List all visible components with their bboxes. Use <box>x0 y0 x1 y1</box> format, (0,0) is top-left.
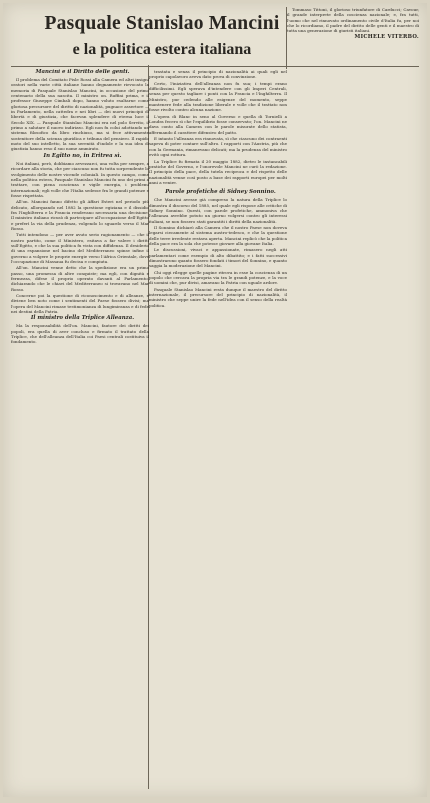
paragraph: Concerne poi la questione di riconoscimento e di alleanze, e diviene ben noto come i sentimenti del Paese fossero divisi; ma l'opera del Mancini rimase testimonianza di lungimiranza e di fede nei destini della Patria. <box>11 293 149 315</box>
paragraph: Certo, l'iniziativa dell'alleanza non fu sua; i tempi erano difficilissimi. Egli sperava d'intendere con gli Imperi Centrali, senza per questo tagliare i ponti con la Francia e l'Inghilterra. Il Ministro, pur cedendo alle esigenze del momento, seppe mantenere fede alla tradizione liberale e volle che il trattato non fosse rivolto contro alcuna nazione. <box>149 80 287 113</box>
paragraph: Tommaso Tittoni, il glorioso triunfatore di Carducci; Cavour, il grande interprete della coscienza nazionale; e, fra tutti, l'uomo che nel rinnovato ordinamento civile d'Italia fu, per noi che lo ricordiamo, il padre del diritto delle genti e il maestro di tutta una generazione di giuristi italiani. <box>287 7 419 34</box>
text-column-1 <box>11 69 149 789</box>
paragraph: Ma la responsabilità dell'on. Mancini, fautore dei diritti dei popoli, era quella di aver concluso e firmato il trattato della Triplice, che dell'alleanza dell'Italia coi Paesi centrali costituiva il fondamento. <box>11 323 149 345</box>
paragraph: All'on. Mancini fanno difetto gli Affari Esteri nel periodo più delicato, allorquando nel 1882 la questione egiziana e il dissidio fra l'Inghilterra e la Francia rendevano necessaria una decisione. Il ministro italiano ricusò di partecipare all'occupazione dell'Egitto e preferì la via della prudenza, volgendo lo sguardo verso il Mar Rosso. <box>11 199 149 231</box>
article-title: Pasquale Stanislao Mancini <box>44 13 280 34</box>
paragraph: Noi italiani, però, dobbiamo avvezzarci, una volta per sempre, a ricordare alla storia, che per ciascuno non fu tutta sorprendente lo svolgimento delle nostre vicende coloniali. In questo campo, come nella politica estera, Pasquale Stanislao Mancini fu uno dei primi a trattare, con piena coscienza e vigile energia, i problemi internazionali; egli volle che l'Italia sedesse fra le grandi potenze e fosse rispettata. <box>11 160 149 198</box>
author-signature: MICHELE VITERBO. <box>354 33 419 40</box>
section-heading: Il ministro della Triplice Alleanza. <box>30 315 135 322</box>
article-subtitle: e la politica estera italiana <box>72 41 252 58</box>
paragraph: Il Sonnino dichiarò alla Camera che il nostro Paese non doveva legarsi ciecamente al sistema austro-tedesco, e che la questione delle terre irredente restava aperta. Mancini replicò che la politica della pace era la sola che potesse giovare alla giovane Italia. <box>149 224 287 246</box>
paragraph: Il problema del Comitato Pisle Rossi alla Camera ed altri insigni oratori nella varie città italiane hanno degnamente rievocato la memoria di Pasquale Stanislao Mancini, in occasione del primo centenario della sua nascita. Il ministro on. Ruffini prima, e il professor Giuseppe Cimbali dopo, hanno voluto esaltarne come gloriosa precursore del diritto di nazionalità, pugnace assertore — in Parlamento, nella cattedra e nei libri — dei nuovi principii di libertà e di giustizia, che facevan splendere di eterna luce il Secolo XIX. — Pasquale Stanislao Mancini era nel polo Servito, il primo a salutare il nuovo indirizzo. Egli non fu colui adottando un sistema filosofico da libro rinchiuso, ma si fece attivamente sostenitore della scienza giuridica e tribuna del pensiero. Il rapido moto del suo intelletto, la sua serenità d'indole e la sua idea di giustizia hanno reso il suo nome ammirato. <box>11 77 149 152</box>
paragraph: L'opera di Blanc in seno al Governo e quella di Tornielli a Londra fecero sì che l'equilibrio fosse conservato; l'on. Mancini ne dava conto alla Camera con le parole misurate dello statista, affermando il carattere difensivo del patto. <box>149 113 287 135</box>
text-column-3 <box>287 7 419 65</box>
paragraph: Che Mancini avesse già compreso la natura della Triplice lo dimostra il discorso del 1885, nel quale egli rispose alle critiche di Sidney Sonnino. Questi, con parole profetiche, ammoniva che l'alleanza avrebbe potuto un giorno volgersi contro gli interessi italiani, se non fossero stati garantiti i diritti della nazionalità. <box>149 197 287 224</box>
text-column-2 <box>149 69 287 789</box>
section-heading: In Egitto no, in Eritrea sì. <box>43 152 122 159</box>
header-rule <box>11 66 419 67</box>
paragraph: Chi oggi rilegge quelle pagine ritrova in esse la coscienza di un popolo che cercava la propria via tra le grandi potenze, e la voce di uomini che, pur divisi, amavano la Patria con uguale ardore. <box>149 269 287 286</box>
paragraph: La Triplice fu firmata il 20 maggio 1882, dietro le instancabili pratiche del Governo, e l'onorevole Mancini ne curò la redazione. Il principio della pace, della tutela reciproca e del rispetto delle nazionalità venne così posto a base dei rapporti europei per molti anni a venire. <box>149 158 287 185</box>
section-heading: Mancini e il Diritto delle genti. <box>35 69 130 75</box>
paragraph: Tutti intendono — per aver avuto serio ragionamento — che il nostro partito, come il Ministero, esitava a far valere i diritti sull'Egitto, e che la sua politica fu vista con diffidenza. Il desiderio di una espansione nel bacino del Mediterraneo spinse infine il governo a volgere le proprie energie verso l'Africa Orientale, dove l'occupazione di Massaua fu decisa e compiuta. <box>11 232 149 264</box>
paragraph: Pasquale Stanislao Mancini resta dunque il maestro del diritto internazionale, il precursore del principio di nazionalità, il ministro che seppe unire la fede nell'idea con il senso della realtà politica. <box>149 286 287 308</box>
section-heading: Parole profetiche di Sidney Sonnino. <box>165 189 276 196</box>
paragraph: trastata e senza il principio di nazionalità ai quali egli nel proprio capolavoro aveva dato prova di convinzione. <box>149 69 287 80</box>
newspaper-page <box>3 3 427 797</box>
paragraph: Le discussioni, vivaci e appassionate, rimasero negli atti parlamentari come esempio di alto dibattito; e i fatti successivi dimostrarono quanto fossero fondati i timori del Sonnino, e quanto saggia la moderazione del Mancini. <box>149 247 287 269</box>
paragraph: All'on. Mancini venne detto che la spedizione era un primo passo, una promessa di altre conquiste; ma egli, con dignità e fermezza, difese il proprio operato davanti al Parlamento, dichiarando che le chiavi del Mediterraneo si trovavano nel Mar Rosso. <box>11 265 149 292</box>
paragraph: E intanto l'alleanza era rinnovata, sì che ciascuno dei contraenti sapeva di poter contare sull'altro. I rapporti con l'Austria, più che con la Germania, rimanevano delicati; ma la prudenza del ministro evitò ogni rottura. <box>149 136 287 158</box>
